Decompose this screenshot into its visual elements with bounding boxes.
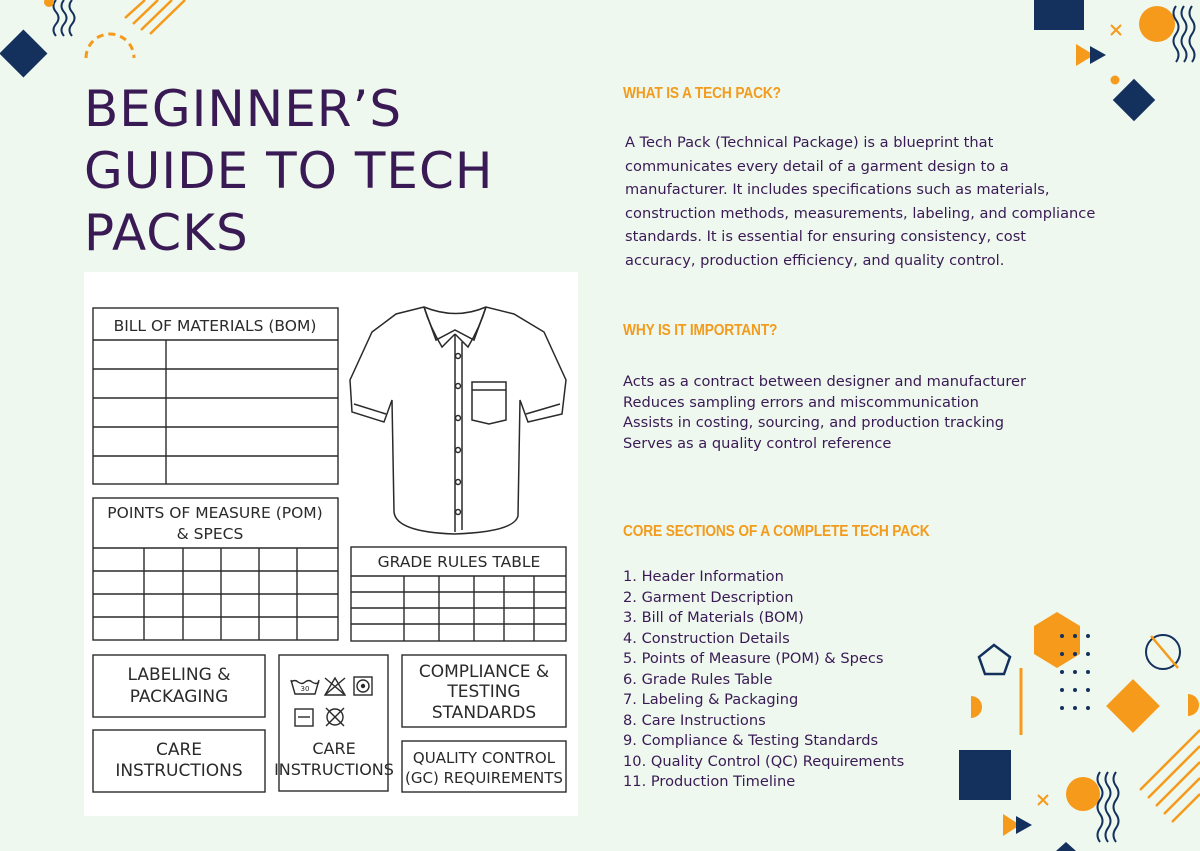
list-item: 8. Care Instructions	[623, 711, 766, 729]
circle-icon	[1066, 777, 1100, 811]
shirt-icon	[350, 307, 566, 534]
pom-label: & SPECS	[176, 525, 244, 543]
play-arrow-icon	[1003, 814, 1032, 836]
list-item: Assists in costing, sourcing, and production tracking	[623, 414, 1005, 431]
compliance-label: TESTING	[447, 682, 521, 702]
grade-rules-label: GRADE RULES TABLE	[377, 553, 541, 571]
what-paragraph	[625, 131, 1145, 273]
title-line: BEGINNER’S	[84, 80, 403, 138]
title-line: PACKS	[84, 204, 249, 262]
cross-icon	[1111, 25, 1121, 35]
squiggle-lines-icon	[54, 0, 75, 36]
paragraph-line: accuracy, production efficiency, and quality control.	[625, 251, 1005, 269]
list-item: 5. Points of Measure (POM) & Specs	[623, 650, 884, 667]
why-list	[623, 372, 1026, 454]
half-circle-icon	[971, 696, 982, 718]
square-icon	[1034, 0, 1084, 30]
diamond-icon	[1113, 79, 1155, 121]
list-item: 6. Grade Rules Table	[623, 670, 773, 688]
wash-temp: 30	[300, 685, 310, 693]
squiggle-lines-icon	[1174, 6, 1195, 62]
no-bleach-icon	[325, 678, 345, 695]
why-heading: WHY IS IT IMPORTANT?	[623, 322, 778, 339]
list-item: 2. Garment Description	[623, 588, 794, 606]
qc-label: QUALITY CONTROL	[412, 749, 556, 767]
stripes-icon	[125, 0, 185, 34]
stripes-icon	[1140, 730, 1200, 822]
care-label: CARE	[155, 740, 203, 760]
list-item: 3. Bill of Materials (BOM)	[623, 609, 804, 626]
title-line: GUIDE TO TECH	[84, 142, 494, 200]
page-title	[84, 78, 544, 264]
what-heading: WHAT IS A TECH PACK?	[623, 85, 781, 102]
diamond-icon	[1106, 679, 1160, 733]
paragraph-line: standards. It is essential for ensuring consistency, cost	[625, 228, 1027, 246]
labeling-label: PACKAGING	[129, 687, 229, 707]
care-icons-label: INSTRUCTIONS	[274, 760, 394, 779]
list-item: 4. Construction Details	[623, 629, 790, 647]
paragraph-line: A Tech Pack (Technical Package) is a blueprint that	[625, 134, 994, 151]
tech-pack-illustration	[84, 272, 578, 816]
square-icon	[959, 750, 1011, 800]
list-item: 10. Quality Control (QC) Requirements	[623, 752, 905, 770]
paragraph-line: communicates every detail of a garment design to a	[625, 157, 1009, 175]
list-item: 11. Production Timeline	[623, 773, 796, 790]
pentagon-icon	[979, 645, 1010, 674]
pom-label: POINTS OF MEASURE (POM)	[107, 504, 323, 522]
labeling-label: LABELING &	[127, 665, 231, 685]
dry-clean-icon	[295, 709, 313, 726]
squiggle-lines-icon	[1098, 772, 1119, 842]
list-item: Reduces sampling errors and miscommunication	[623, 393, 979, 411]
dot-icon	[1111, 76, 1120, 85]
no-iron-icon	[326, 708, 344, 726]
cross-icon	[1038, 795, 1048, 805]
list-item: 7. Labeling & Packaging	[623, 691, 799, 708]
qc-label: (GC) REQUIREMENTS	[405, 769, 563, 787]
care-icons-label: CARE	[312, 739, 356, 758]
core-heading: CORE SECTIONS OF A COMPLETE TECH PACK	[623, 523, 930, 540]
crossed-circle-icon	[1146, 635, 1180, 669]
tech-pack-sketch	[84, 272, 578, 816]
list-item: 1. Header Information	[623, 568, 784, 585]
list-item: Acts as a contract between designer and manufacturer	[623, 373, 1026, 390]
compliance-label: COMPLIANCE &	[418, 662, 550, 682]
bom-label: BILL OF MATERIALS (BOM)	[113, 317, 317, 335]
dashed-arc-icon	[86, 34, 134, 58]
hexagon-icon	[1034, 612, 1080, 668]
list-item: 9. Compliance & Testing Standards	[623, 732, 879, 749]
core-sections-list	[623, 567, 904, 793]
list-item: Serves as a quality control reference	[623, 434, 892, 452]
tumble-dry-icon	[354, 677, 372, 695]
diamond-icon	[0, 29, 47, 77]
paragraph-line: manufacturer. It includes specifications such as materials,	[625, 181, 1050, 199]
circle-icon	[1139, 6, 1175, 42]
paragraph-line: construction methods, measurements, labeling, and compliance	[625, 204, 1096, 222]
triangle-icon	[1056, 842, 1076, 851]
half-circle-icon	[1188, 694, 1199, 716]
play-arrow-icon	[1076, 44, 1106, 66]
care-label: INSTRUCTIONS	[115, 761, 243, 781]
compliance-label: STANDARDS	[431, 703, 537, 723]
